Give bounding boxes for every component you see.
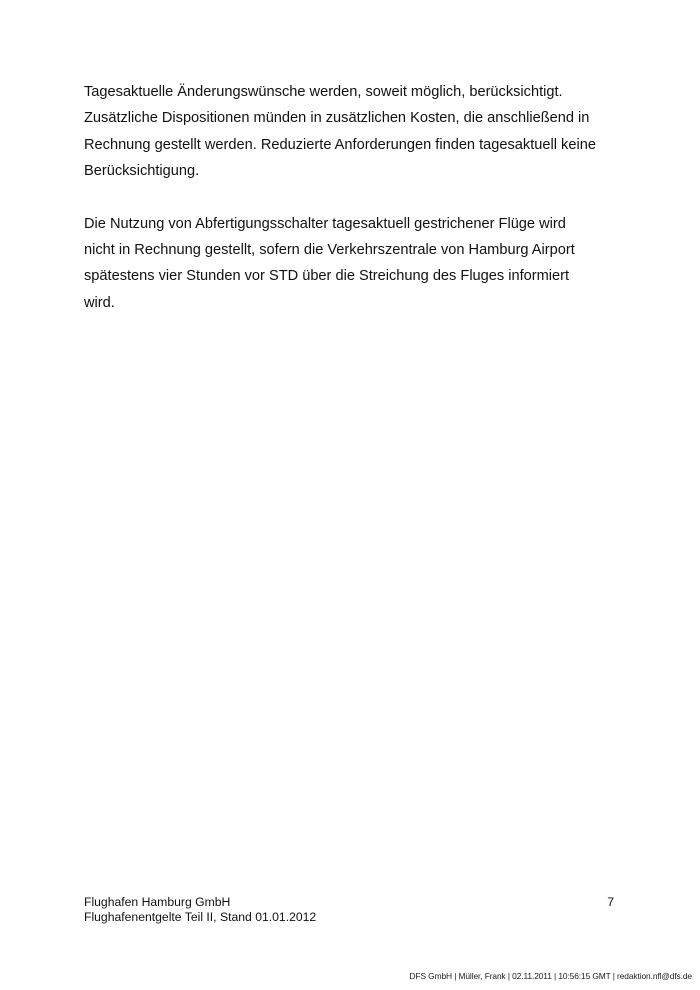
text-line: Die Nutzung von Abfertigungsschalter tagesaktuell gestrichener Flüge wird <box>84 215 566 232</box>
text-line: Berücksichtigung. <box>84 163 200 180</box>
text-line: Tagesaktuelle Änderungswünsche werden, soweit möglich, berücksichtigt. <box>84 84 563 100</box>
footer-document-title: Flughafenentgelte Teil II, Stand 01.01.2012 <box>84 909 317 924</box>
document-body <box>84 79 624 342</box>
distribution-stamp: DFS GmbH | Müller, Frank | 02.11.2011 | 10:56:15 GMT | redaktion.nfl@dfs.de <box>409 971 692 981</box>
page-footer <box>84 895 614 924</box>
text-line: wird. <box>84 294 115 311</box>
text-line: spätestens vier Stunden vor STD über die Streichung des Fluges informiert <box>84 268 570 285</box>
page-number: 7 <box>607 895 614 909</box>
paragraph-change-requests <box>84 79 624 185</box>
text-line: Zusätzliche Dispositionen münden in zusätzlichen Kosten, die anschließend in <box>84 110 590 127</box>
text-line: Rechnung gestellt werden. Reduzierte Anforderungen finden tagesaktuell keine <box>84 136 596 153</box>
paragraph-cancelled-flights <box>84 211 624 317</box>
text-line: nicht in Rechnung gestellt, sofern die Verkehrszentrale von Hamburg Airport <box>84 242 575 259</box>
footer-company: Flughafen Hamburg GmbH <box>84 895 231 909</box>
